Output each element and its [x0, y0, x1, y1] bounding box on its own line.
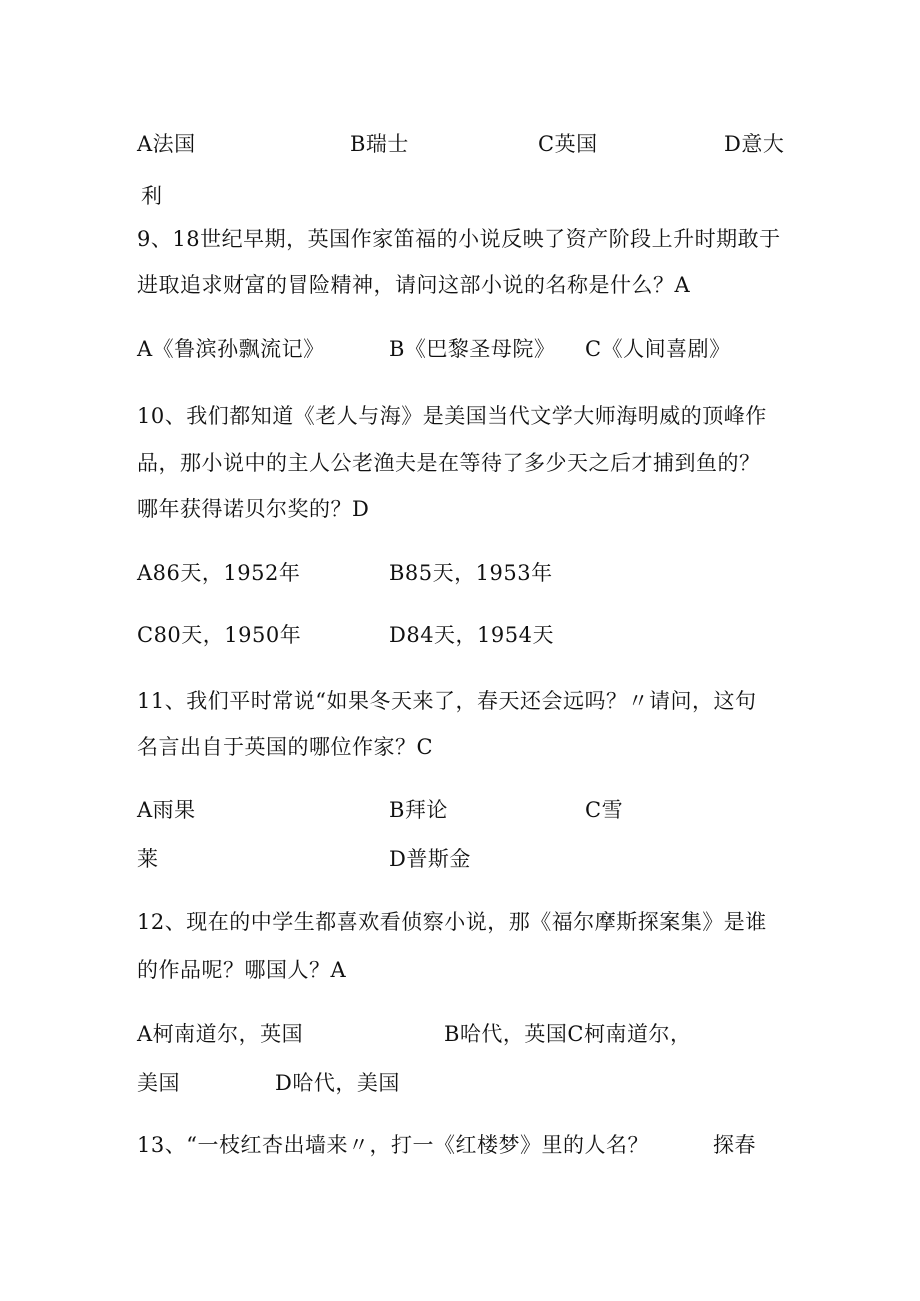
q8-option-a: A法国: [137, 132, 196, 156]
q11-line-1: 11、我们平时常说“如果冬天来了，春天还会远吗？〃请问，这句: [137, 689, 757, 713]
q13-answer: 探春: [713, 1133, 756, 1157]
q11-option-c: C雪: [585, 798, 624, 822]
q10-option-c: C80天，1950年: [137, 623, 302, 647]
q10-option-b: B85天，1953年: [389, 561, 553, 585]
q9-option-a: A《鲁滨孙飘流记》: [137, 337, 325, 361]
q8-option-d-wrap: 利: [141, 184, 163, 208]
q9-option-c: C《人间喜剧》: [585, 337, 731, 361]
q11-option-d: D普斯金: [389, 847, 471, 871]
q9-line-2: 进取追求财富的冒险精神，请问这部小说的名称是什么？A: [137, 273, 691, 297]
q12-line-1: 12、现在的中学生都喜欢看侦察小说，那《福尔摩斯探案集》是谁: [137, 910, 767, 934]
q11-option-b: B拜论: [389, 798, 448, 822]
q12-line-2: 的作品呢？哪国人？A: [137, 958, 347, 982]
q8-option-d: D意大: [724, 132, 785, 156]
q12-option-d: D哈代，美国: [275, 1071, 400, 1095]
q10-option-a: A86天，1952年: [137, 561, 301, 585]
q8-option-b: B瑞士: [350, 132, 409, 156]
q9-option-b: B《巴黎圣母院》: [389, 337, 556, 361]
q12-option-b-c: B哈代，英国C柯南道尔，: [444, 1022, 692, 1046]
q12-option-c-wrap: 美国: [137, 1071, 180, 1095]
q10-line-3: 哪年获得诺贝尔奖的？D: [137, 497, 370, 521]
q9-line-1: 9、18世纪早期，英国作家笛福的小说反映了资产阶段上升时期敢于: [137, 227, 781, 251]
q8-option-c: C英国: [538, 132, 598, 156]
q11-line-2: 名言出自于英国的哪位作家？C: [137, 735, 434, 759]
q10-line-2: 品，那小说中的主人公老渔夫是在等待了多少天之后才捕到鱼的？: [137, 451, 761, 475]
q12-option-a: A柯南道尔，英国: [137, 1022, 304, 1046]
q11-option-c-wrap: 莱: [137, 847, 159, 871]
q10-line-1: 10、我们都知道《老人与海》是美国当代文学大师海明威的顶峰作: [137, 404, 767, 428]
q10-option-d: D84天，1954天: [389, 623, 555, 647]
q13-line: 13、“一枝红杏出墙来〃，打一《红楼梦》里的人名？: [137, 1133, 649, 1157]
q11-option-a: A雨果: [137, 798, 196, 822]
